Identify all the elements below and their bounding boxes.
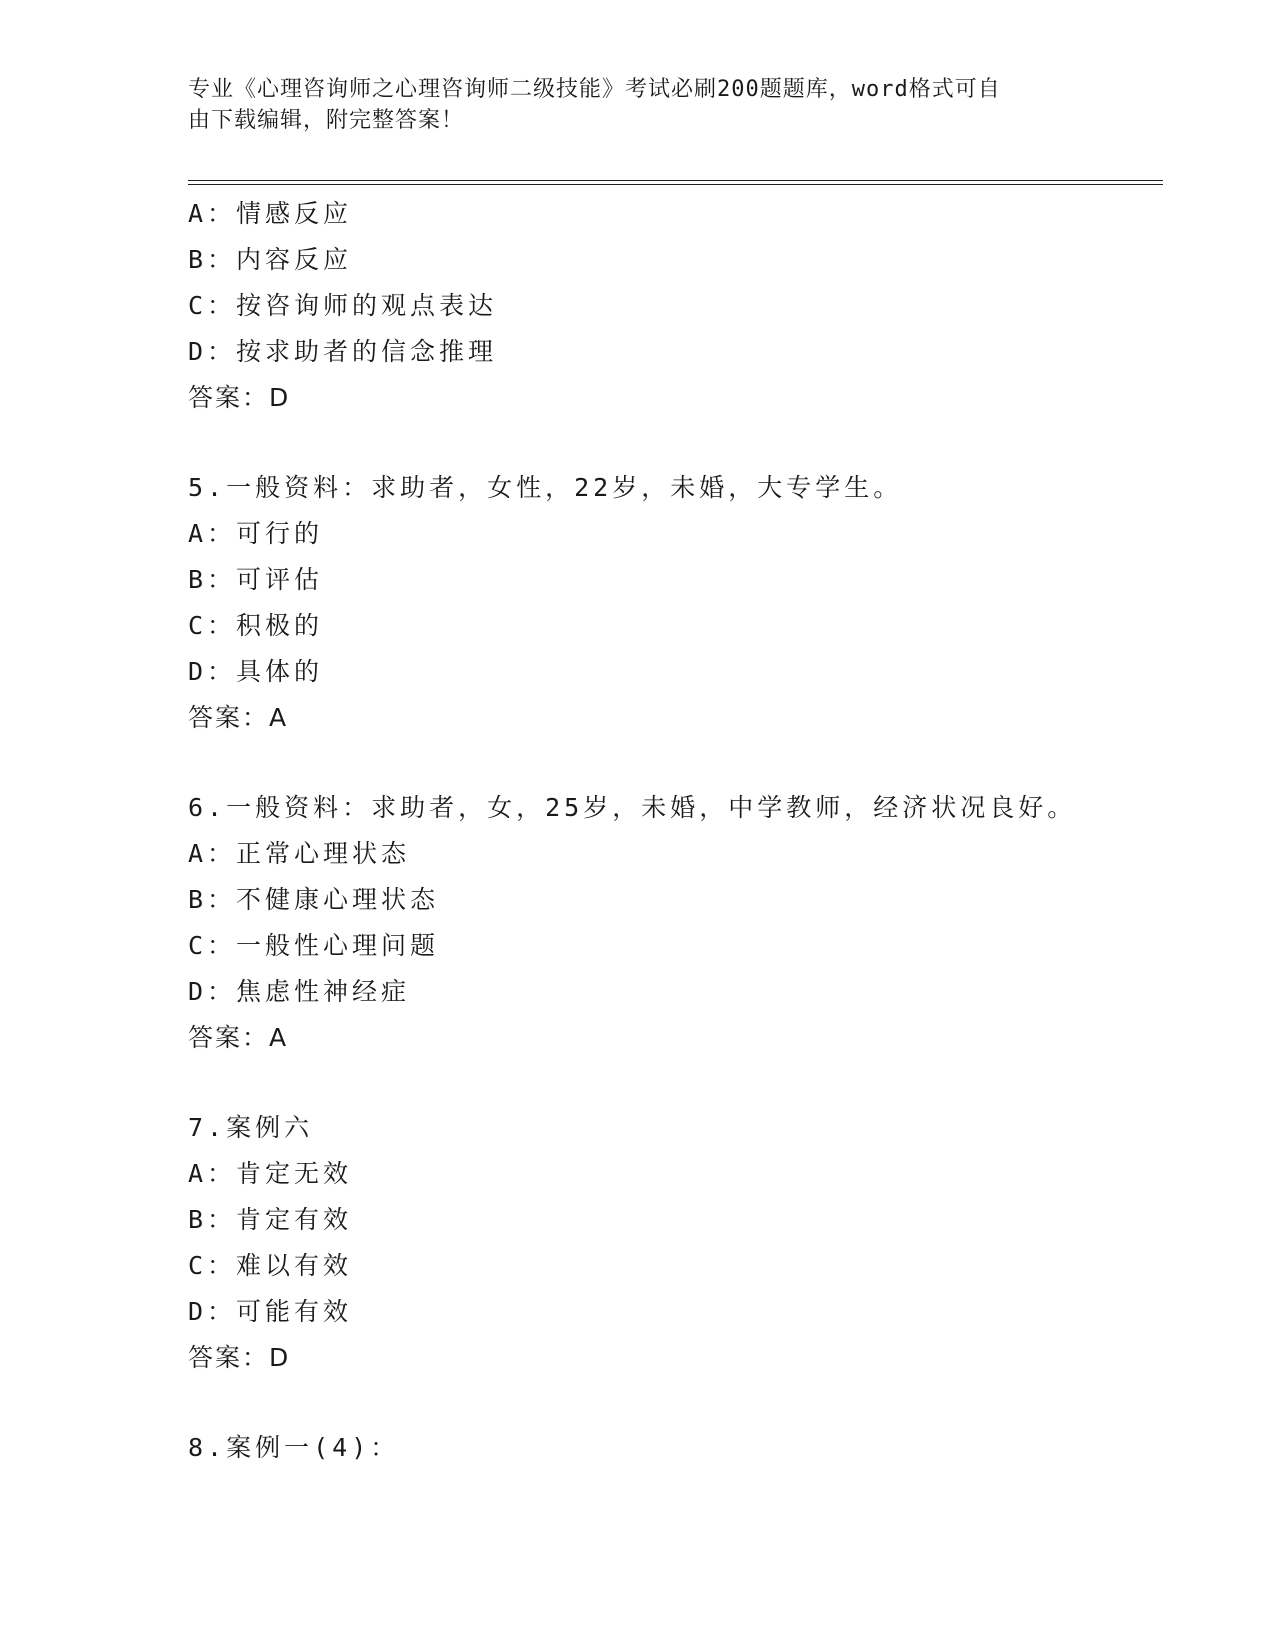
question-stem: 5.一般资料：求助者，女性，22岁，未婚，大专学生。 bbox=[188, 473, 903, 502]
option-a: A：肯定无效 bbox=[188, 1159, 353, 1188]
question-list bbox=[188, 191, 1163, 1471]
question-7 bbox=[188, 1105, 1163, 1381]
option-c: C：积极的 bbox=[188, 611, 324, 640]
answer-line: 答案：D bbox=[188, 1343, 291, 1372]
question-gap bbox=[188, 1061, 1163, 1105]
answer-line: 答案：D bbox=[188, 383, 291, 412]
question-gap bbox=[188, 421, 1163, 465]
option-b: B：内容反应 bbox=[188, 245, 353, 274]
question-stem: 8.案例一(4)： bbox=[188, 1433, 400, 1462]
question-4 bbox=[188, 191, 1163, 421]
question-gap bbox=[188, 741, 1163, 785]
option-b: B：不健康心理状态 bbox=[188, 885, 440, 914]
question-8 bbox=[188, 1425, 1163, 1471]
header-line-2: 由下载编辑，附完整答案！ bbox=[188, 108, 465, 133]
option-c: C：按咨询师的观点表达 bbox=[188, 291, 498, 320]
option-d: D：可能有效 bbox=[188, 1297, 353, 1326]
option-d: D：按求助者的信念推理 bbox=[188, 337, 498, 366]
option-d: D：焦虑性神经症 bbox=[188, 977, 411, 1006]
option-b: B：肯定有效 bbox=[188, 1205, 353, 1234]
option-b: B：可评估 bbox=[188, 565, 324, 594]
option-a: A：正常心理状态 bbox=[188, 839, 411, 868]
option-a: A：情感反应 bbox=[188, 199, 353, 228]
answer-line: 答案：A bbox=[188, 1023, 289, 1052]
option-c: C：难以有效 bbox=[188, 1251, 353, 1280]
question-stem: 7.案例六 bbox=[188, 1113, 314, 1142]
question-gap bbox=[188, 1381, 1163, 1425]
answer-line: 答案：A bbox=[188, 703, 289, 732]
option-a: A：可行的 bbox=[188, 519, 324, 548]
header-divider bbox=[188, 180, 1163, 185]
option-c: C：一般性心理问题 bbox=[188, 931, 440, 960]
option-d: D：具体的 bbox=[188, 657, 324, 686]
question-6 bbox=[188, 785, 1163, 1061]
question-5 bbox=[188, 465, 1163, 741]
question-stem: 6.一般资料：求助者，女，25岁，未婚，中学教师，经济状况良好。 bbox=[188, 793, 1077, 822]
header-line-1: 专业《心理咨询师之心理咨询师二级技能》考试必刷200题题库，word格式可自 bbox=[188, 77, 1001, 102]
document-header bbox=[188, 74, 1068, 136]
